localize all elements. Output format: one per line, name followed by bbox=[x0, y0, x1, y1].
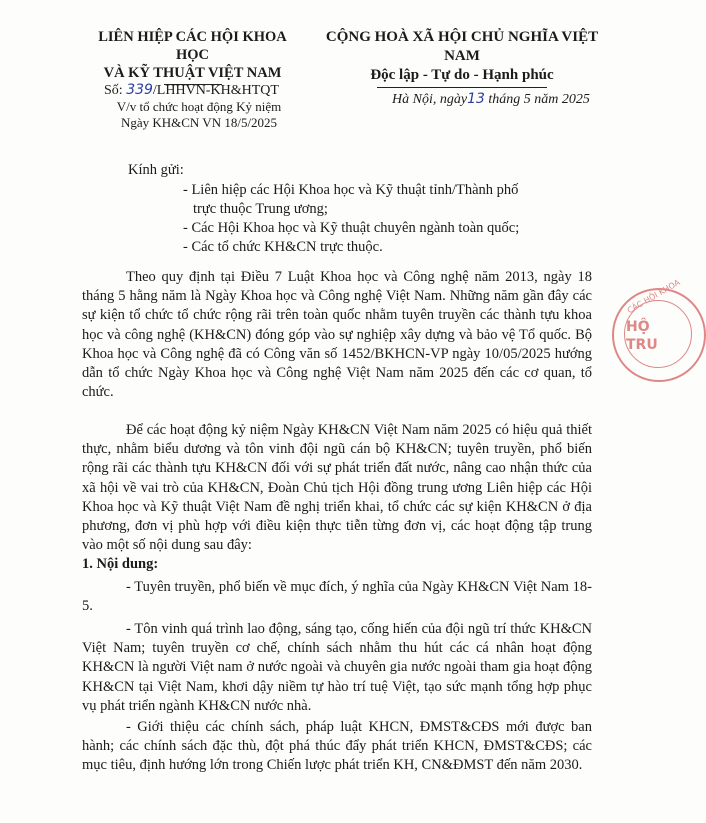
national-motto bbox=[312, 28, 612, 88]
seal-center-line1: HỘ bbox=[626, 319, 650, 335]
document-number bbox=[104, 82, 279, 99]
recipient-item: - Các tổ chức KH&CN trực thuộc. bbox=[183, 239, 383, 255]
org-name-line1: LIÊN HIỆP CÁC HỘI KHOA HỌC bbox=[98, 29, 287, 63]
content-bullet: - Tuyên truyền, phổ biến về mục đích, ý nghĩa của Ngày KH&CN Việt Nam 18-5. bbox=[82, 579, 592, 615]
motto-underline bbox=[377, 87, 547, 88]
recipient-item: - Các Hội Khoa học và Kỹ thuật chuyên ngành toàn quốc; bbox=[183, 220, 520, 236]
place-date bbox=[392, 91, 590, 108]
nation-title: CỘNG HOÀ XÃ HỘI CHỦ NGHĨA VIỆT NAM bbox=[325, 29, 599, 64]
so-suffix: /LHHVN-KH&HTQT bbox=[152, 83, 279, 98]
recipients-label: Kính gửi: bbox=[128, 162, 184, 178]
recipient-item: trực thuộc Trung ương; bbox=[193, 201, 328, 217]
org-name-line2: VÀ KỸ THUẬT VIỆT NAM bbox=[103, 65, 282, 81]
body-paragraph: Theo quy định tại Điều 7 Luật Khoa học và Công nghệ năm 2013, ngày 18 tháng 5 hằng năm là Ngày Khoa học và Công nghệ Việt Nam. Những năm gần đây các sự kiện tổ chức tổ chức rộng rãi trên toàn quốc nhằm tuyên truyền các thành tựu khoa học và công nghệ (KH&CN) đóng góp vào sự nghiệp xây dựng và bảo vệ Tổ quốc. Bộ Khoa học và Công nghệ đã có Công văn số 1452/BKHCN-VP ngày 10/05/2025 hướng dẫn tổ chức Ngày Khoa học và Công nghệ Việt Nam năm 2025 đến các cơ quan, tổ chức. bbox=[82, 269, 592, 401]
document-subject bbox=[109, 99, 289, 131]
place-prefix: Hà Nội, ngày bbox=[392, 92, 468, 107]
nation-motto: Độc lập - Tự do - Hạnh phúc bbox=[370, 67, 554, 83]
content-bullet: - Tôn vinh quá trình lao động, sáng tạo, cống hiến của đội ngũ trí thức KH&CN Việt Nam; tuyên truyền cơ chế, chính sách nhằm thu hút các cá nhân hoạt động KH&CN là người Việt nam ở nước ngoài và chuyên gia nước ngoài tham gia hoạt động KH&CN tại Việt Nam, khơi dậy niềm tự hào trí tuệ Việt, tạo sức mạnh tổng hợp phục vụ phát triển ngành KH&CN nước nhà. bbox=[82, 621, 592, 714]
seal-center-text bbox=[626, 318, 658, 354]
red-seal-stamp bbox=[612, 277, 706, 382]
seal-arc-text: CÁC HỘI KHOA bbox=[625, 277, 682, 316]
handwritten-day: 13 bbox=[467, 91, 485, 107]
content-bullet: - Giới thiệu các chính sách, pháp luật KHCN, ĐMST&CĐS mới được ban hành; các chính sách đặc thù, đột phá thúc đẩy phát triển KHCN, ĐMST&CĐS; các mục tiêu, định hướng lớn trong Chiến lược phát triển KH, CN&ĐMST đến năm 2030. bbox=[82, 719, 592, 774]
handwritten-number: 339 bbox=[126, 82, 153, 98]
subject-line2: Ngày KH&CN VN 18/5/2025 bbox=[120, 115, 278, 130]
body-paragraph: Để các hoạt động kỷ niệm Ngày KH&CN Việt Nam năm 2025 có hiệu quả thiết thực, nhằm biểu dương và tôn vinh đội ngũ cán bộ KH&CN; tuyên truyền, phổ biến rộng rãi các thành tựu KH&CN đối với sự phát triển đất nước, nâng cao nhận thức của xã hội về vai trò của KH&CN, Đoàn Chủ tịch Hội đồng trung ương Liên hiệp các Hội Khoa học và Kỹ thuật Việt Nam đề nghị triển khai, tổ chức các sự kiện KH&CN ở địa phương, đơn vị phù hợp với điều kiện thực tiễn từng đơn vị, các hoạt động tập trung vào một số nội dung sau đây: bbox=[82, 422, 592, 554]
seal-center-line2: TRU bbox=[626, 337, 658, 353]
recipient-item: - Liên hiệp các Hội Khoa học và Kỹ thuật tỉnh/Thành phố bbox=[183, 182, 519, 198]
place-suffix: tháng 5 năm 2025 bbox=[484, 92, 590, 107]
issuing-organization bbox=[85, 28, 300, 85]
so-label: Số: bbox=[104, 83, 123, 98]
section-heading: 1. Nội dung: bbox=[82, 556, 159, 572]
subject-line1: V/v tổ chức hoạt động Kỷ niệm bbox=[116, 99, 282, 114]
